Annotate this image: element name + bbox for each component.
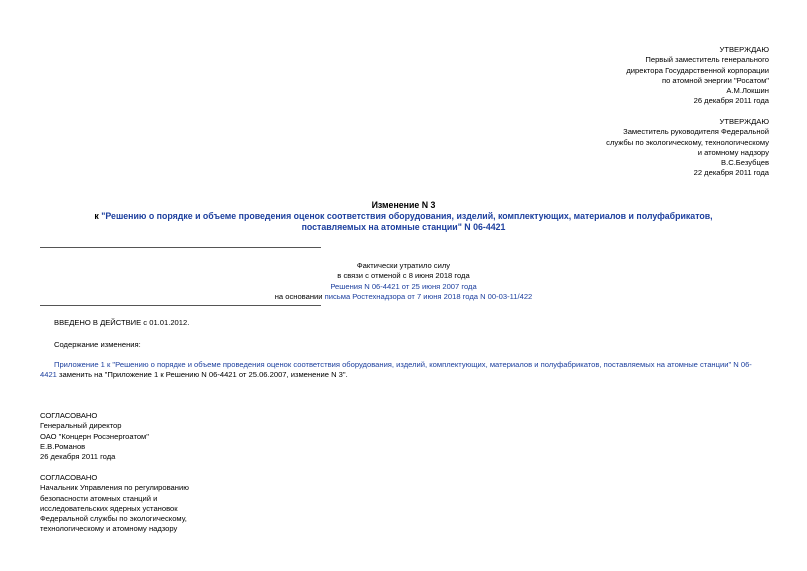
approval-line: А.М.Локшин [726, 86, 769, 96]
title-prefix: к [94, 211, 102, 221]
agreed-line: Генеральный директор [40, 421, 122, 431]
status-prefix: на основании [274, 291, 325, 301]
rostechnadzor-letter-link[interactable]: письма Ростехнадзора от 7 июня 2018 года N 00-03-11/422 [324, 291, 533, 301]
agreed-line: Федеральной службы по экологическому, [40, 514, 187, 524]
agreed-block-rostechnadzor [40, 473, 189, 535]
separator-line [40, 305, 321, 306]
appendix-1-link[interactable]: Приложение 1 к "Решению о порядке и объеме проведения оценок соответствия оборудования, изделий, комплектующих, материалов и полуфабрикатов, поставляемых на атомные станции" N 06-4421 [40, 360, 752, 380]
approval-heading: УТВЕРЖДАЮ [719, 45, 769, 54]
approval-line: по атомной энергии "Росатом" [661, 75, 769, 85]
approval-line: и атомному надзору [697, 147, 769, 157]
document-title [40, 200, 767, 233]
status-line: Фактически утратило силу [356, 261, 451, 270]
agreed-line: Начальник Управления по регулированию [40, 483, 189, 493]
approval-line: В.С.Безубцев [721, 158, 769, 168]
agreed-line: 26 декабря 2011 года [40, 452, 116, 462]
agreed-line: Е.В.Романов [40, 441, 86, 451]
approval-heading: УТВЕРЖДАЮ [719, 117, 769, 126]
title-reference [40, 211, 767, 233]
decision-06-4421-link[interactable]: Решения N 06-4421 от 25 июня 2007 года [330, 281, 477, 291]
approval-line: Заместитель руководителя Федеральной [623, 127, 769, 137]
agreed-block-rosenergoatom [40, 411, 149, 462]
contents-label: Содержание изменения: [54, 340, 141, 349]
agreed-heading: СОГЛАСОВАНО [40, 473, 98, 482]
approval-line: 26 декабря 2011 года [693, 96, 769, 106]
agreed-line: технологическому и атомному надзору [40, 524, 178, 534]
approval-line: 22 декабря 2011 года [693, 168, 769, 178]
agreed-line: безопасности атомных станций и [40, 493, 158, 503]
agreed-heading: СОГЛАСОВАНО [40, 411, 98, 420]
status-block [40, 261, 767, 302]
approval-block-rostechnadzor [606, 117, 769, 179]
change-paragraph [40, 360, 768, 381]
title-line: Изменение N 3 [371, 200, 436, 210]
approval-line: службы по экологическому, технологическому [606, 137, 769, 147]
agreed-line: исследовательских ядерных установок [40, 503, 178, 513]
approval-line: Первый заместитель генерального [645, 55, 769, 65]
status-line: в связи с отменой с 8 июня 2018 года [337, 271, 470, 281]
decision-link[interactable]: "Решению о порядке и объеме проведения оценок соответствия оборудования, изделий, комплектующих, материалов и полуфабрикатов, поставляемых на атомные станции" N 06-4421 [101, 211, 713, 232]
effective-date: ВВЕДЕНО В ДЕЙСТВИЕ с 01.01.2012. [54, 318, 190, 327]
separator-line [40, 247, 321, 248]
change-text: заменить на "Приложение 1 к Решению N 06-4421 от 25.06.2007, изменение N 3". [56, 370, 348, 380]
agreed-line: ОАО "Концерн Росэнергоатом" [40, 431, 149, 441]
approval-block-rosatom [626, 45, 769, 107]
approval-line: директора Государственной корпорации [626, 65, 769, 75]
